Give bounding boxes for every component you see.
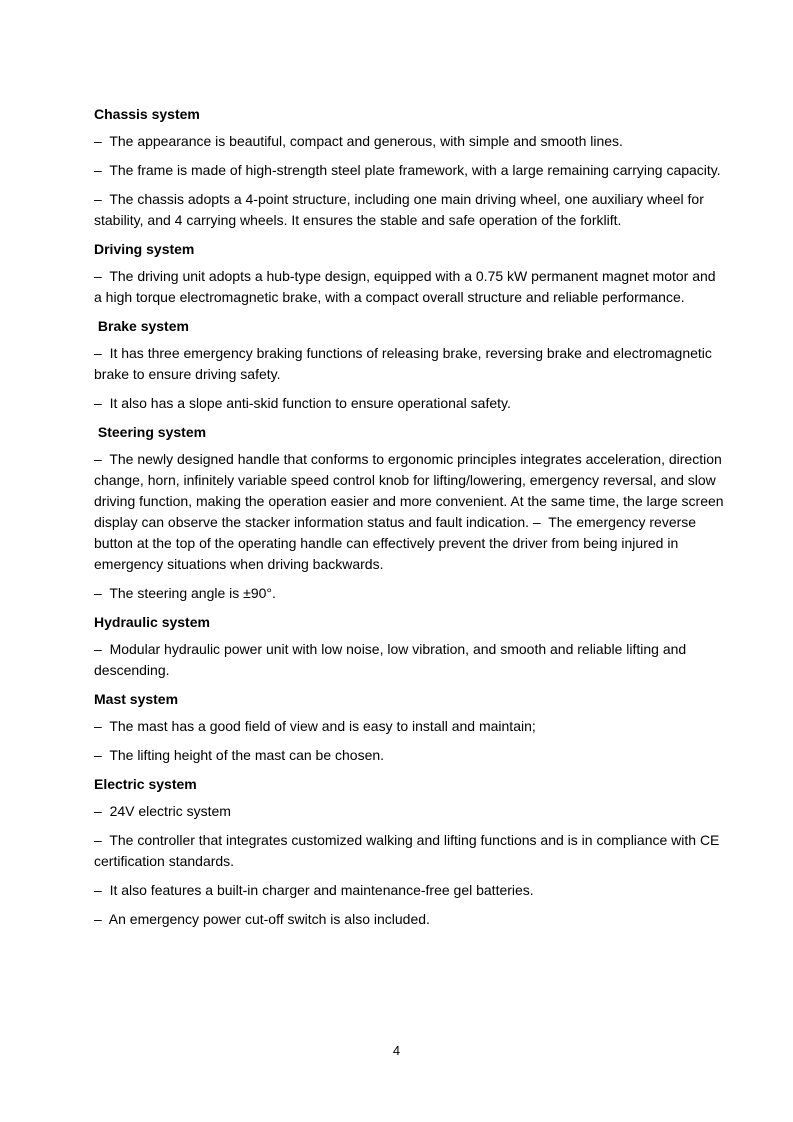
paragraph: – The chassis adopts a 4-point structure, including one main driving wheel, one auxiliary wheel for stability, and 4 carrying wheels. It ensures the stable and safe operation of the forklift. [94,191,708,228]
heading-driving-system: Driving system [94,241,195,257]
paragraph: – The driving unit adopts a hub-type design, equipped with a 0.75 kW permanent magnet motor and a high torque electromagnetic brake, with a compact overall structure and reliable performance. [94,268,720,305]
paragraph: – The mast has a good field of view and is easy to install and maintain; [94,718,536,734]
paragraph: – The lifting height of the mast can be chosen. [94,747,385,763]
page-number: 4 [392,1043,401,1058]
paragraph: – It has three emergency braking functions of releasing brake, reversing brake and electromagnetic brake to ensure driving safety. [94,345,716,382]
paragraph: – The controller that integrates customized walking and lifting functions and is in compliance with CE certification standards. [94,832,724,869]
paragraph: – The frame is made of high-strength steel plate framework, with a large remaining carrying capacity. [94,162,721,178]
section-driving-system [94,239,724,308]
page-footer [0,1040,793,1061]
section-steering-system [94,422,728,604]
paragraph: – It also has a slope anti-skid function to ensure operational safety. [94,395,511,411]
section-electric-system [94,774,724,930]
heading-steering-system: Steering system [94,424,207,440]
heading-electric-system: Electric system [94,776,197,792]
document-content [94,104,728,938]
section-brake-system [94,316,724,414]
section-chassis-system [94,104,724,231]
paragraph: – The newly designed handle that conforms to ergonomic principles integrates acceleration, direction change, horn, infinitely variable speed control knob for lifting/lowering, emergency reversal, and slow driving function, making the operation easier and more convenient. At the same time, the large screen display can observe the stacker information status and fault indication. – The emergency reverse button at the top of the operating handle can effectively prevent the driver from being injured in emergency situations when driving backwards. [94,451,728,572]
section-hydraulic-system [94,612,724,681]
section-mast-system [94,689,724,766]
paragraph: – 24V electric system [94,803,231,819]
heading-chassis-system: Chassis system [94,106,200,122]
paragraph: – The appearance is beautiful, compact and generous, with simple and smooth lines. [94,133,623,149]
paragraph: – The steering angle is ±90°. [94,585,276,601]
paragraph: – Modular hydraulic power unit with low noise, low vibration, and smooth and reliable lifting and descending. [94,641,691,678]
paragraph: – It also features a built-in charger and maintenance-free gel batteries. [94,882,534,898]
heading-hydraulic-system: Hydraulic system [94,614,210,630]
paragraph: – An emergency power cut-off switch is also included. [94,911,430,927]
heading-mast-system: Mast system [94,691,179,707]
heading-brake-system: Brake system [94,318,189,334]
